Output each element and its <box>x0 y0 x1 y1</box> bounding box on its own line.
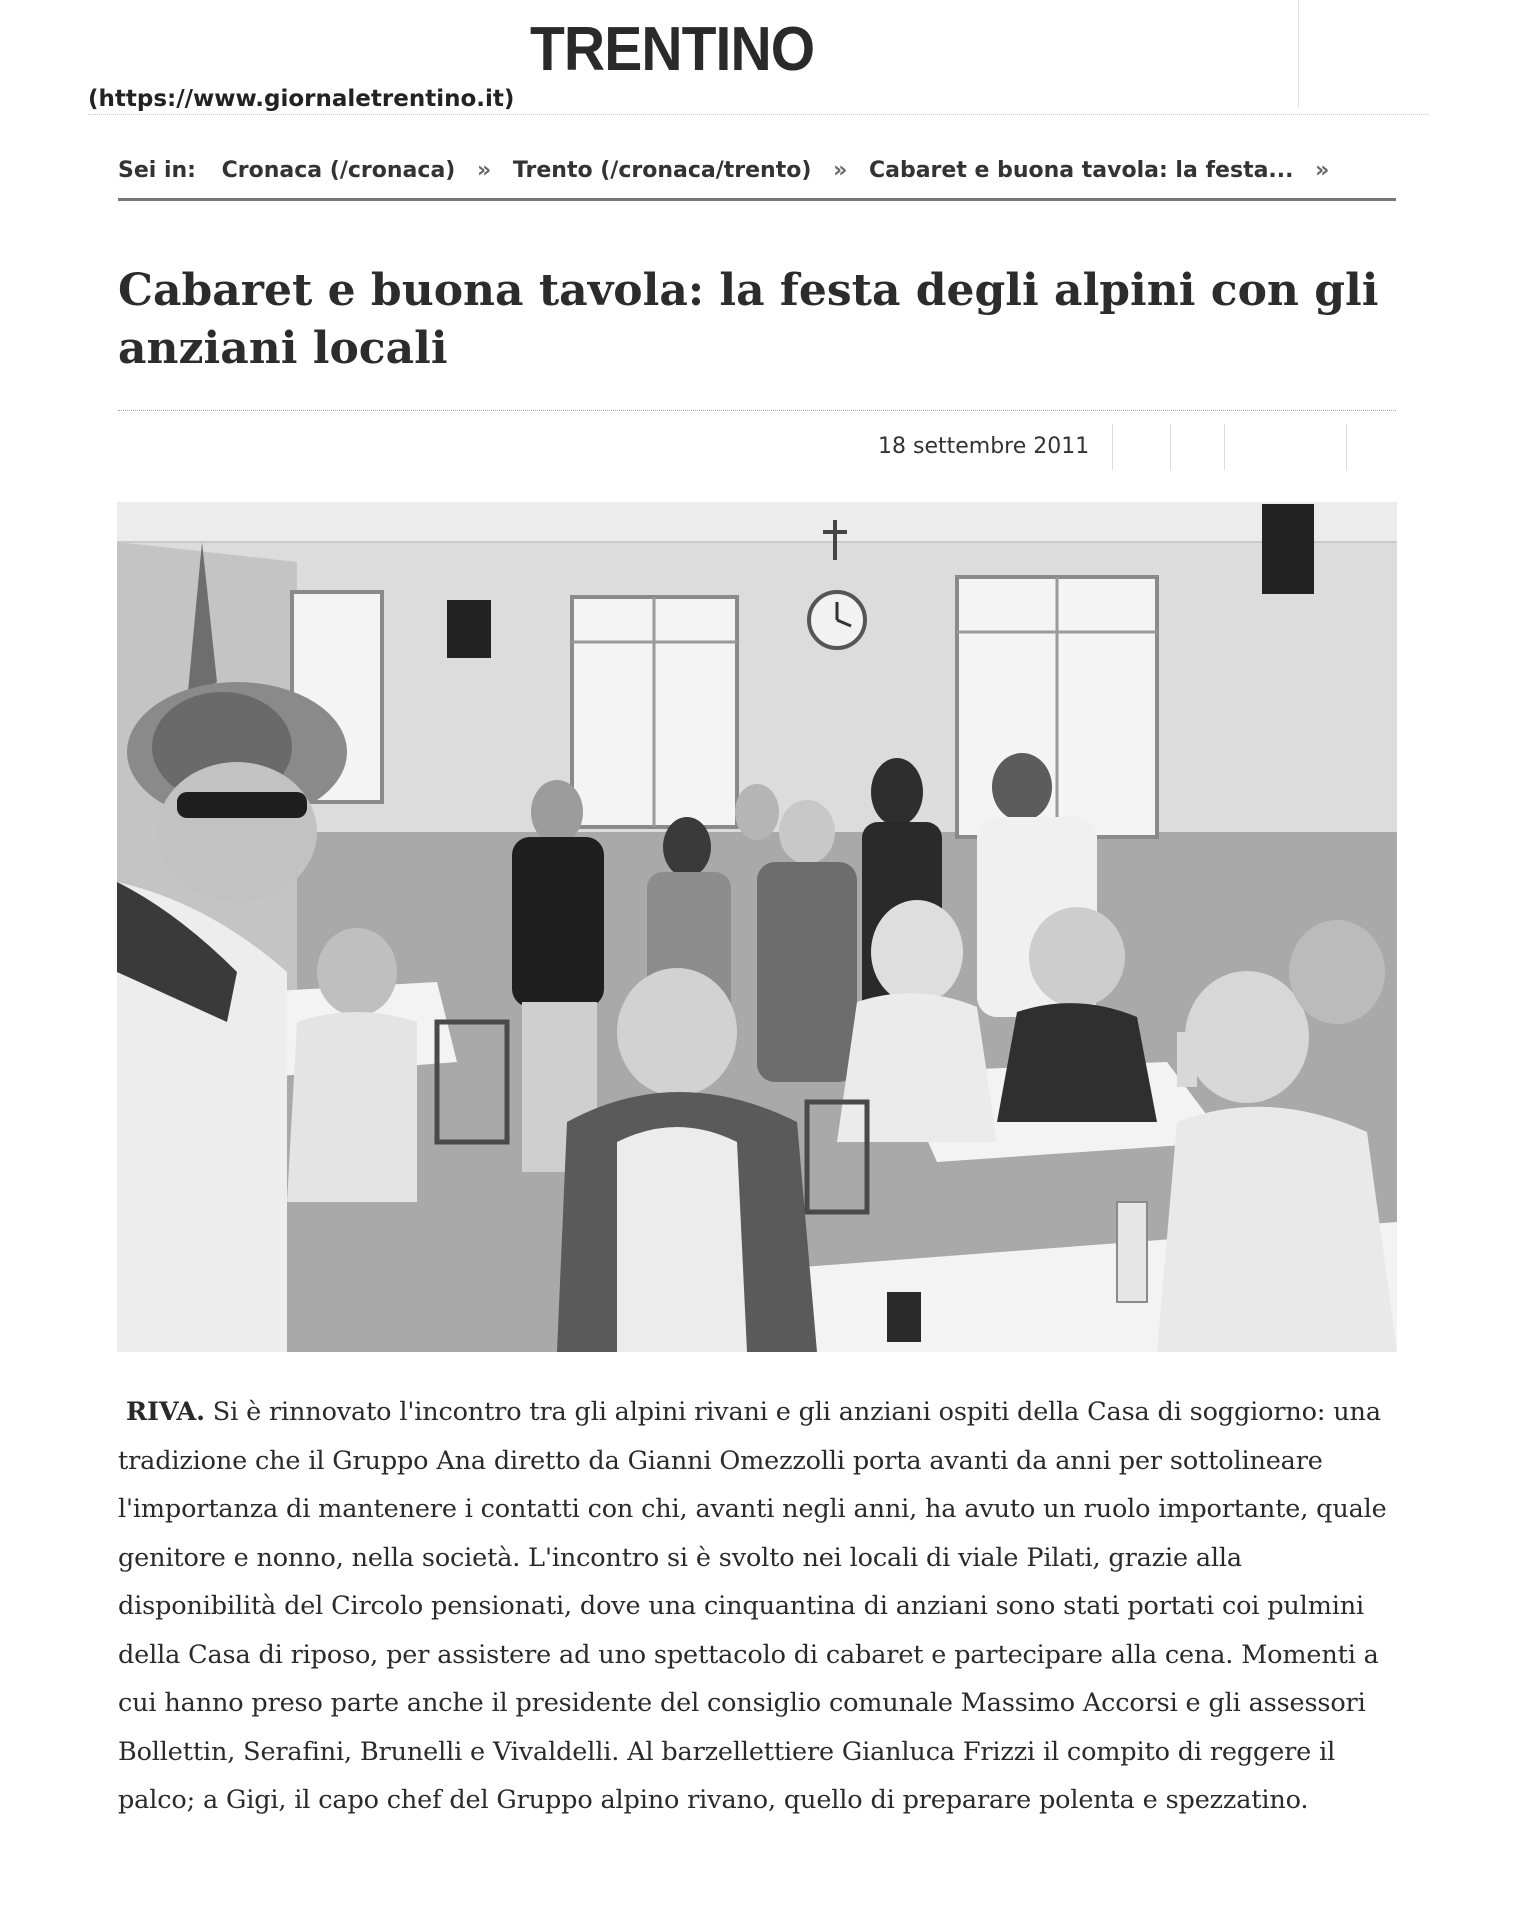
breadcrumb-rule <box>118 198 1396 201</box>
breadcrumb-separator: » <box>477 158 492 183</box>
header-edge-line <box>1298 0 1299 108</box>
photo-illustration <box>117 502 1397 1352</box>
date-divider <box>1224 424 1225 470</box>
speaker <box>1262 504 1314 594</box>
breadcrumb-item-cronaca[interactable]: Cronaca (/cronaca) <box>221 158 456 183</box>
article-body <box>118 1388 1408 1825</box>
title-divider <box>118 410 1396 411</box>
breadcrumb-separator: » <box>833 158 848 183</box>
breadcrumb-lead: Sei in: <box>118 158 196 183</box>
article-date: 18 settembre 2011 <box>878 434 1090 459</box>
header-divider <box>88 114 1428 115</box>
breadcrumb-separator: » <box>1315 158 1330 183</box>
newspaper-logo[interactable]: TRENTINO <box>530 15 815 84</box>
breadcrumb <box>118 158 1343 183</box>
site-url[interactable]: (https://www.giornaletrentino.it) <box>88 86 515 112</box>
date-divider <box>1112 424 1113 470</box>
breadcrumb-item-current: Cabaret e buona tavola: la festa... <box>868 158 1294 183</box>
date-divider <box>1346 424 1347 470</box>
breadcrumb-item-trento[interactable]: Trento (/cronaca/trento) <box>512 158 812 183</box>
article-photo <box>117 502 1397 1352</box>
article-title: Cabaret e buona tavola: la festa degli alpini con gli anziani locali <box>118 265 1379 374</box>
article-dateline: RIVA. <box>126 1397 205 1427</box>
speaker <box>447 600 491 658</box>
date-divider <box>1170 424 1171 470</box>
article-text: Si è rinnovato l'incontro tra gli alpini rivani e gli anziani ospiti della Casa di soggiorno: una tradizione che il Gruppo Ana diretto da Gianni Omezzolli porta avanti da anni per sottolineare l'importanza di mantenere i contatti con chi, avanti negli anni, ha avuto un ruolo importante, quale genitore e nonno, nella società. L'incontro si è svolto nei locali di viale Pilati, grazie alla disponibilità del Circolo pensionati, dove una cinquantina di anziani sono stati portati coi pulmini della Casa di riposo, per assistere ad uno spettacolo di cabaret e partecipare alla cena. Momenti a cui hanno preso parte anche il presidente del consiglio comunale Massimo Accorsi e gli assessori Bollettin, Serafini, Brunelli e Vivaldelli. Al barzellettiere Gianluca Frizzi il compito di reggere il palco; a Gigi, il capo chef del Gruppo alpino rivano, quello di preparare polenta e spezzatino. <box>118 1397 1387 1815</box>
